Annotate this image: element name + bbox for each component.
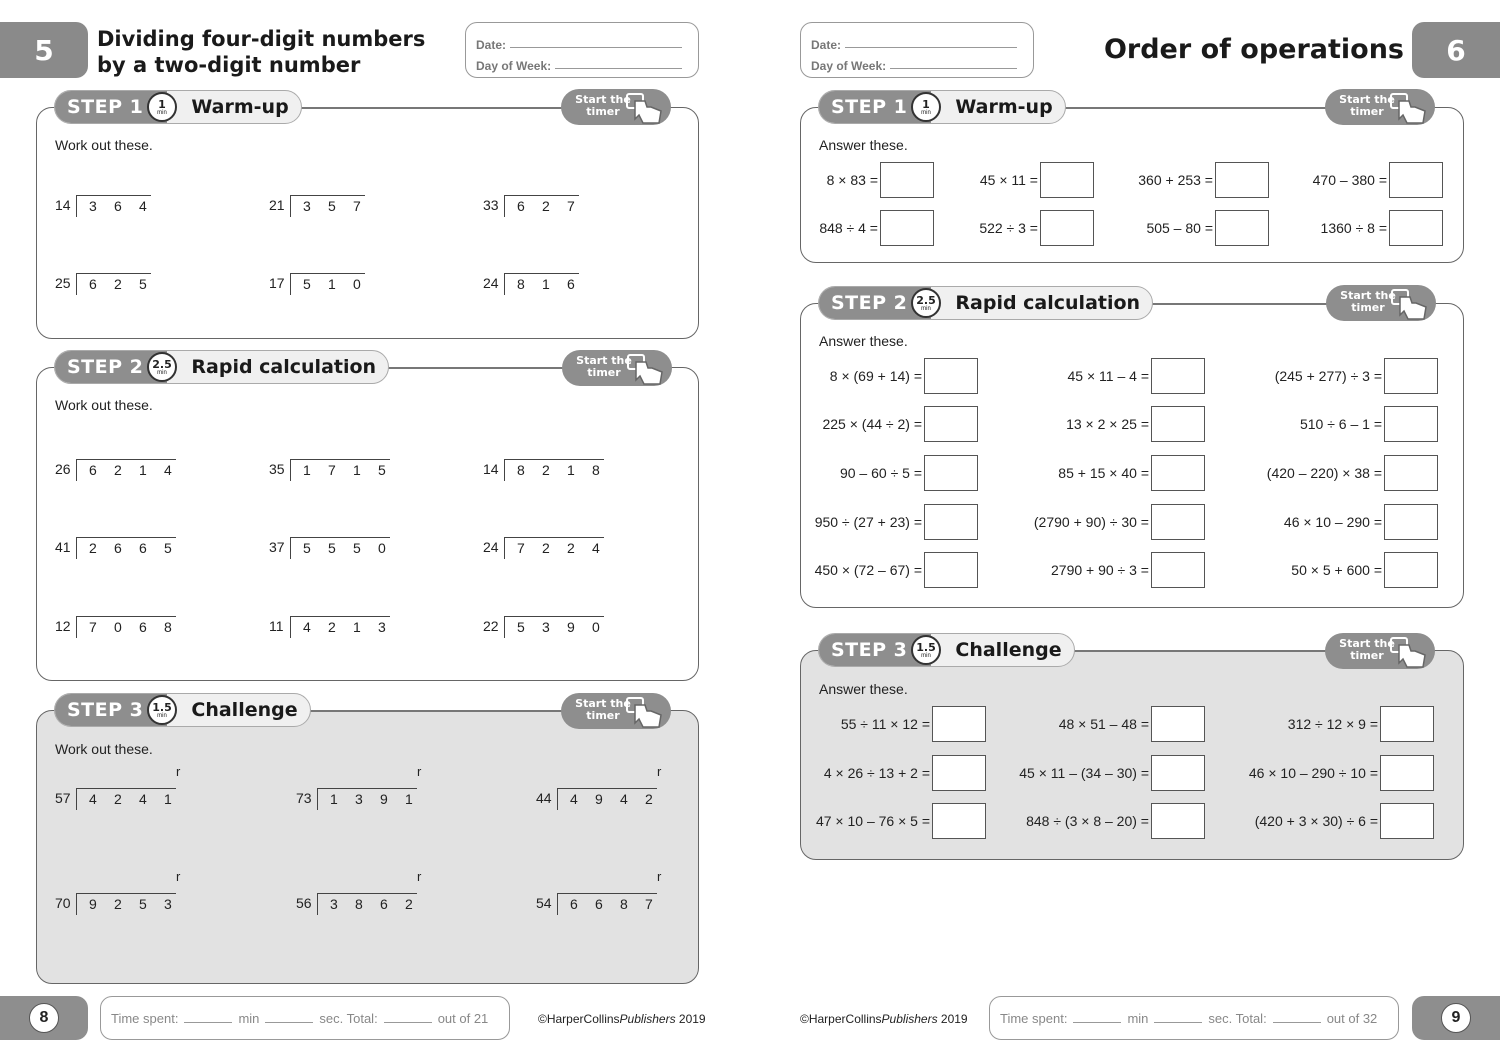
dividend-digit: 8 — [620, 896, 628, 912]
calculation-item — [979, 406, 1205, 442]
step2-header-line — [1122, 303, 1336, 305]
calculation-item — [1212, 358, 1438, 394]
dividend-digit: 2 — [405, 896, 413, 912]
dividend-digit: 3 — [89, 198, 97, 214]
right-page — [750, 0, 1500, 1061]
expression: 85 + 15 × 40 = — [1058, 465, 1149, 481]
calculation-item — [1277, 210, 1443, 246]
calculation-item — [928, 162, 1094, 198]
dividend-digit: 3 — [303, 198, 311, 214]
dividend-digit: 5 — [517, 619, 525, 635]
calculation-item — [969, 755, 1205, 791]
dividend-digit: 6 — [570, 896, 578, 912]
dividend-digit: 4 — [303, 619, 311, 635]
step2-header — [54, 350, 389, 384]
divisor: 11 — [269, 618, 284, 634]
step1-instruction: Answer these. — [819, 137, 908, 153]
calculation-item — [1198, 706, 1434, 742]
expression: 50 × 5 + 600 = — [1291, 562, 1382, 578]
dividend-digit: 2 — [114, 791, 122, 807]
answer-box[interactable] — [1151, 504, 1205, 540]
page-title — [97, 26, 425, 78]
dividend-digit: 7 — [89, 619, 97, 635]
calculation-item — [1198, 755, 1434, 791]
stopwatch-icon: 1.5 min — [911, 635, 941, 665]
dividend-digit: 1 — [328, 276, 336, 292]
divisor: 54 — [536, 895, 552, 911]
dividend-digit: 2 — [542, 198, 550, 214]
dividend-digit: 8 — [355, 896, 363, 912]
dividend-digit: 2 — [328, 619, 336, 635]
dividend-digit: 7 — [328, 462, 336, 478]
expression: 47 × 10 – 76 × 5 = — [815, 813, 930, 829]
step-label: STEP 1 — [55, 91, 167, 123]
answer-box[interactable] — [1384, 406, 1438, 442]
calculation-item — [750, 706, 986, 742]
dividend-digit: 3 — [378, 619, 386, 635]
dividend-digit: 8 — [164, 619, 172, 635]
date-box — [800, 22, 1034, 78]
expression: 312 ÷ 12 × 9 = — [1287, 716, 1378, 732]
expression: 848 ÷ (3 × 8 – 20) = — [1026, 813, 1149, 829]
dividend-digit: 5 — [378, 462, 386, 478]
time-spent-label: Time spent: — [1000, 1010, 1068, 1026]
step1-header-line — [280, 107, 570, 109]
answer-box[interactable] — [1380, 803, 1434, 839]
step3-instruction: Work out these. — [55, 741, 153, 757]
step-name: Challenge — [191, 699, 298, 721]
date-box — [465, 22, 699, 78]
calculation-item — [752, 358, 978, 394]
calculation-item — [979, 504, 1205, 540]
step-label: STEP 2 — [55, 351, 167, 383]
dividend-digit: 3 — [542, 619, 550, 635]
step-name: Rapid calculation — [191, 356, 377, 378]
start-timer-button[interactable]: Start the timer — [1325, 89, 1435, 125]
calculation-item — [1198, 803, 1434, 839]
divisor: 33 — [483, 197, 499, 213]
expression: 46 × 10 – 290 = — [1283, 514, 1382, 530]
answer-box[interactable] — [1389, 210, 1443, 246]
step1-header-line — [1046, 107, 1336, 109]
dividend-digit: 6 — [595, 896, 603, 912]
dividend-digit: 2 — [114, 462, 122, 478]
min-field[interactable] — [184, 1013, 232, 1023]
date-field[interactable] — [510, 47, 682, 48]
expression: 522 ÷ 3 = — [979, 220, 1038, 236]
dividend-digit: 2 — [89, 540, 97, 556]
dividend-digit: 6 — [517, 198, 525, 214]
dividend-digit: 3 — [164, 896, 172, 912]
dividend-digit: 0 — [592, 619, 600, 635]
min-label: min — [238, 1010, 260, 1026]
calculation-item — [752, 406, 978, 442]
answer-box[interactable] — [1384, 358, 1438, 394]
step-name: Rapid calculation — [955, 292, 1141, 314]
step3-header — [54, 693, 311, 727]
total-field[interactable] — [1273, 1013, 1321, 1023]
hand-pointer-icon — [625, 91, 665, 125]
copyright: ©HarperCollinsPublishers 2019 — [538, 1012, 706, 1026]
dividend-digit: 5 — [353, 540, 361, 556]
dividend-digit: 4 — [164, 462, 172, 478]
step3-header — [818, 633, 1075, 667]
total-field[interactable] — [384, 1013, 432, 1023]
remainder-label: r — [176, 869, 181, 884]
page-title-line-2: by a two-digit number — [97, 53, 361, 77]
answer-box[interactable] — [1380, 755, 1434, 791]
dividend-digit: 5 — [328, 540, 336, 556]
start-timer-button[interactable]: Start the timer — [1326, 285, 1436, 321]
sec-total-label: sec. Total: — [1208, 1010, 1267, 1026]
stopwatch-icon: 1.5 min — [147, 695, 177, 725]
dividend-digit: 4 — [89, 791, 97, 807]
answer-box[interactable] — [924, 504, 978, 540]
step-label: STEP 2 — [819, 287, 931, 319]
answer-box[interactable] — [1384, 504, 1438, 540]
stopwatch-icon: 1 min — [911, 92, 941, 122]
expression: (2790 + 90) ÷ 30 = — [1033, 514, 1149, 530]
dividend-digit: 4 — [139, 791, 147, 807]
dividend-digit: 1 — [542, 276, 550, 292]
dividend-digit: 0 — [378, 540, 386, 556]
dividend-digit: 4 — [570, 791, 578, 807]
dividend-digit: 1 — [405, 791, 413, 807]
expression: 55 ÷ 11 × 12 = — [840, 716, 930, 732]
page-title-line-1: Dividing four-digit numbers — [97, 27, 426, 51]
expression: (420 – 220) × 38 = — [1266, 465, 1382, 481]
expression: 4 × 26 ÷ 13 + 2 = — [823, 765, 930, 781]
min-field[interactable] — [1073, 1013, 1121, 1023]
dividend-digit: 4 — [620, 791, 628, 807]
step1-header — [818, 90, 1066, 124]
divisor: 14 — [55, 197, 71, 213]
calculation-item — [1103, 162, 1269, 198]
start-timer-button[interactable]: Start the timer — [561, 89, 671, 125]
answer-box[interactable] — [1040, 162, 1094, 198]
step3-header-line — [1050, 650, 1336, 652]
time-spent-box — [989, 996, 1399, 1040]
divisor: 21 — [269, 197, 285, 213]
dividend-digit: 6 — [89, 276, 97, 292]
start-timer-button[interactable]: Start the timer — [1325, 633, 1435, 669]
page-number: 9 — [1441, 1003, 1471, 1033]
dividend-digit: 5 — [303, 276, 311, 292]
dividend-digit: 5 — [139, 896, 147, 912]
dividend-digit: 9 — [595, 791, 603, 807]
divisor: 14 — [483, 461, 499, 477]
answer-box[interactable] — [880, 210, 934, 246]
expression: 225 × (44 ÷ 2) = — [822, 416, 922, 432]
answer-box[interactable] — [924, 455, 978, 491]
dividend-digit: 7 — [353, 198, 361, 214]
dividend-digit: 6 — [139, 540, 147, 556]
dividend-digit: 6 — [89, 462, 97, 478]
unit-number: 6 — [1446, 33, 1466, 67]
sec-total-label: sec. Total: — [319, 1010, 378, 1026]
answer-box[interactable] — [1151, 406, 1205, 442]
expression: 46 × 10 – 290 ÷ 10 = — [1248, 765, 1378, 781]
remainder-label: r — [417, 869, 422, 884]
min-label: min — [1127, 1010, 1149, 1026]
calculation-item — [1277, 162, 1443, 198]
divisor: 41 — [55, 539, 71, 555]
answer-box[interactable] — [1384, 455, 1438, 491]
calculation-item — [979, 552, 1205, 588]
start-timer-button[interactable]: Start the timer — [562, 350, 672, 386]
dividend-digit: 8 — [592, 462, 600, 478]
calculation-item — [969, 803, 1205, 839]
dividend-digit: 0 — [353, 276, 361, 292]
expression: 450 × (72 – 67) = — [814, 562, 922, 578]
expression: 510 ÷ 6 – 1 = — [1299, 416, 1382, 432]
day-of-week-field[interactable] — [555, 68, 682, 69]
dividend-digit: 6 — [380, 896, 388, 912]
expression: (420 + 3 × 30) ÷ 6 = — [1254, 813, 1378, 829]
copyright: ©HarperCollinsPublishers 2019 — [800, 1012, 968, 1026]
divisor: 17 — [269, 275, 285, 291]
date-label: Date: — [476, 38, 507, 52]
calculation-item — [979, 455, 1205, 491]
dividend-digit: 6 — [114, 198, 122, 214]
calculation-item — [979, 358, 1205, 394]
calculation-item — [1103, 210, 1269, 246]
time-spent-box — [100, 996, 510, 1040]
expression: 13 × 2 × 25 = — [1066, 416, 1149, 432]
dividend-digit: 9 — [567, 619, 575, 635]
remainder-label: r — [657, 764, 662, 779]
divisor: 73 — [296, 790, 312, 806]
expression: 360 + 253 = — [1138, 172, 1213, 188]
calculation-item — [928, 210, 1094, 246]
expression: 8 × (69 + 14) = — [829, 368, 922, 384]
calculation-item — [1212, 406, 1438, 442]
dividend-digit: 5 — [164, 540, 172, 556]
dividend-digit: 7 — [567, 198, 575, 214]
dividend-digit: 3 — [330, 896, 338, 912]
expression: 45 × 11 – 4 = — [1067, 368, 1149, 384]
dividend-digit: 2 — [542, 540, 550, 556]
start-timer-button[interactable]: Start the timer — [561, 693, 671, 729]
day-of-week-field[interactable] — [890, 68, 1017, 69]
expression: 1360 ÷ 8 = — [1320, 220, 1387, 236]
dividend-digit: 1 — [330, 791, 338, 807]
calculation-item — [752, 455, 978, 491]
answer-box[interactable] — [1384, 552, 1438, 588]
step1-instruction: Work out these. — [55, 137, 153, 153]
stopwatch-icon: 2.5 min — [911, 288, 941, 318]
calculation-item — [969, 706, 1205, 742]
dividend-digit: 1 — [303, 462, 311, 478]
dividend-digit: 1 — [164, 791, 172, 807]
dividend-digit: 4 — [592, 540, 600, 556]
dividend-digit: 1 — [353, 619, 361, 635]
answer-box[interactable] — [1215, 162, 1269, 198]
hand-pointer-icon — [1390, 287, 1430, 321]
answer-box[interactable] — [1151, 755, 1205, 791]
answer-box[interactable] — [1040, 210, 1094, 246]
dividend-digit: 8 — [517, 276, 525, 292]
step-label: STEP 3 — [55, 694, 167, 726]
divisor: 25 — [55, 275, 71, 291]
step-label: STEP 1 — [819, 91, 931, 123]
sec-field[interactable] — [265, 1013, 313, 1023]
remainder-label: r — [176, 764, 181, 779]
step-label: STEP 3 — [819, 634, 931, 666]
divisor: 24 — [483, 275, 499, 291]
dividend-digit: 4 — [139, 198, 147, 214]
dividend-digit: 3 — [355, 791, 363, 807]
dividend-digit: 6 — [139, 619, 147, 635]
step-name: Warm-up — [955, 96, 1053, 118]
expression: 8 × 83 = — [826, 172, 878, 188]
divisor: 26 — [55, 461, 71, 477]
expression: 848 ÷ 4 = — [819, 220, 878, 236]
step1-header — [54, 90, 302, 124]
calculation-item — [768, 162, 934, 198]
answer-box[interactable] — [1151, 455, 1205, 491]
calculation-item — [1212, 504, 1438, 540]
unit-number-tab — [0, 22, 88, 78]
answer-box[interactable] — [924, 406, 978, 442]
step2-header — [818, 286, 1153, 320]
step3-header-line — [284, 710, 570, 712]
answer-box[interactable] — [1215, 210, 1269, 246]
out-of-label: out of 21 — [437, 1010, 489, 1026]
page-number-tab — [1412, 996, 1500, 1040]
page-number: 8 — [29, 1003, 59, 1033]
dividend-digit: 9 — [380, 791, 388, 807]
sec-field[interactable] — [1154, 1013, 1202, 1023]
unit-number: 5 — [34, 33, 54, 67]
calculation-item — [768, 210, 934, 246]
expression: 48 × 51 – 48 = — [1058, 716, 1149, 732]
answer-box[interactable] — [1151, 803, 1205, 839]
dividend-digit: 2 — [567, 540, 575, 556]
remainder-label: r — [657, 869, 662, 884]
step2-instruction: Work out these. — [55, 397, 153, 413]
calculation-item — [750, 803, 986, 839]
dividend-digit: 8 — [517, 462, 525, 478]
expression: 45 × 11 – (34 – 30) = — [1019, 765, 1149, 781]
stopwatch-icon: 1 min — [147, 92, 177, 122]
hand-pointer-icon — [1389, 91, 1429, 125]
date-field[interactable] — [845, 47, 1017, 48]
calculation-item — [752, 552, 978, 588]
dividend-digit: 7 — [517, 540, 525, 556]
dividend-digit: 6 — [114, 540, 122, 556]
step2-instruction: Answer these. — [819, 333, 908, 349]
date-label: Date: — [811, 38, 842, 52]
page-number-tab — [0, 996, 88, 1040]
divisor: 37 — [269, 539, 285, 555]
dividend-digit: 5 — [303, 540, 311, 556]
divisor: 12 — [55, 618, 71, 634]
step-name: Challenge — [955, 639, 1062, 661]
divisor: 70 — [55, 895, 71, 911]
unit-number-tab — [1412, 22, 1500, 78]
expression: 2790 + 90 ÷ 3 = — [1051, 562, 1149, 578]
expression: 90 – 60 ÷ 5 = — [839, 465, 922, 481]
dividend-digit: 5 — [139, 276, 147, 292]
expression: 950 ÷ (27 + 23) = — [814, 514, 922, 530]
dividend-digit: 2 — [114, 896, 122, 912]
out-of-label: out of 32 — [1326, 1010, 1378, 1026]
dividend-digit: 5 — [328, 198, 336, 214]
calculation-item — [752, 504, 978, 540]
calculation-item — [1212, 455, 1438, 491]
dividend-digit: 2 — [542, 462, 550, 478]
dividend-digit: 2 — [114, 276, 122, 292]
answer-box[interactable] — [1389, 162, 1443, 198]
day-of-week-label: Day of Week: — [811, 59, 887, 73]
divisor: 57 — [55, 790, 71, 806]
calculation-item — [750, 755, 986, 791]
divisor: 22 — [483, 618, 499, 634]
hand-pointer-icon — [625, 695, 665, 729]
answer-box[interactable] — [1151, 358, 1205, 394]
hand-pointer-icon — [626, 352, 666, 386]
divisor: 56 — [296, 895, 312, 911]
divisor: 44 — [536, 790, 552, 806]
dividend-digit: 1 — [139, 462, 147, 478]
time-spent-label: Time spent: — [111, 1010, 179, 1026]
answer-box[interactable] — [1151, 706, 1205, 742]
step-name: Warm-up — [191, 96, 289, 118]
day-of-week-label: Day of Week: — [476, 59, 552, 73]
dividend-digit: 2 — [645, 791, 653, 807]
answer-box[interactable] — [924, 552, 978, 588]
step3-instruction: Answer these. — [819, 681, 908, 697]
dividend-digit: 9 — [89, 896, 97, 912]
dividend-digit: 1 — [353, 462, 361, 478]
stopwatch-icon: 2.5 min — [147, 352, 177, 382]
dividend-digit: 0 — [114, 619, 122, 635]
page-title: Order of operations — [1103, 34, 1404, 65]
dividend-digit: 6 — [567, 276, 575, 292]
dividend-digit: 7 — [645, 896, 653, 912]
remainder-label: r — [417, 764, 422, 779]
answer-box[interactable] — [924, 358, 978, 394]
hand-pointer-icon — [1389, 635, 1429, 669]
expression: (245 + 277) ÷ 3 = — [1274, 368, 1382, 384]
dividend-digit: 1 — [567, 462, 575, 478]
divisor: 35 — [269, 461, 285, 477]
expression: 505 – 80 = — [1146, 220, 1213, 236]
answer-box[interactable] — [1380, 706, 1434, 742]
divisor: 24 — [483, 539, 499, 555]
expression: 45 × 11 = — [979, 172, 1038, 188]
answer-box[interactable] — [1151, 552, 1205, 588]
calculation-item — [1212, 552, 1438, 588]
answer-box[interactable] — [880, 162, 934, 198]
expression: 470 – 380 = — [1312, 172, 1387, 188]
